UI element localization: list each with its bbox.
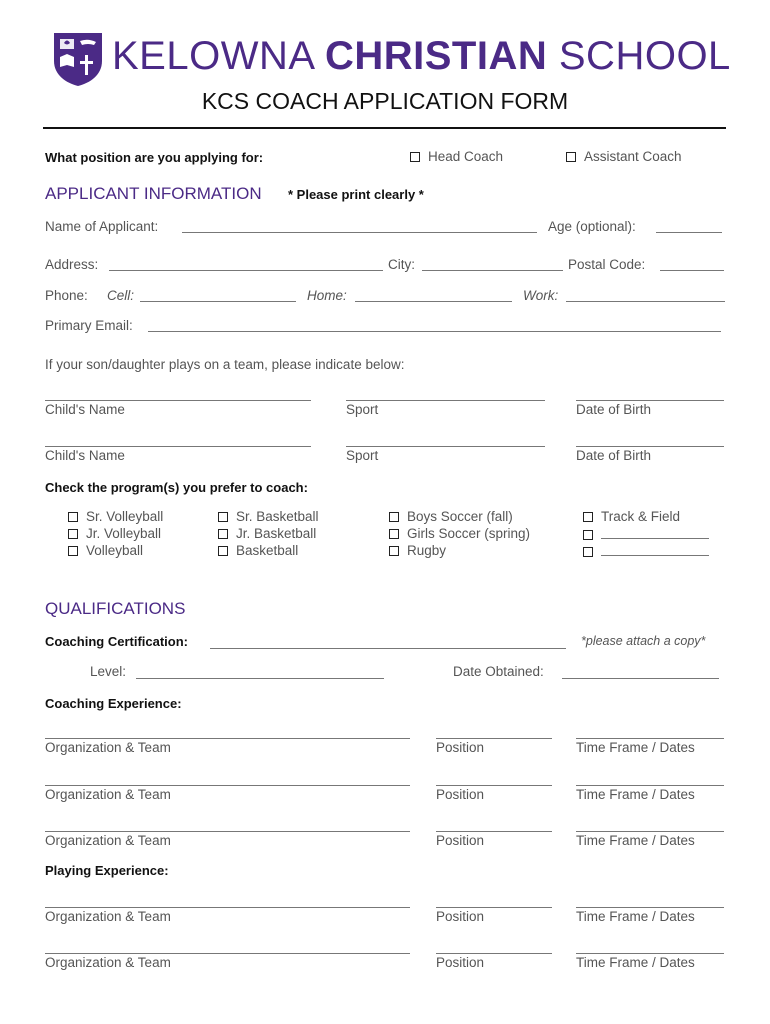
- position-field[interactable]: [436, 831, 552, 832]
- city-label: City:: [388, 257, 415, 272]
- school-name-suffix: SCHOOL: [558, 34, 731, 78]
- work-label: Work:: [523, 288, 559, 303]
- date-obtained-field[interactable]: [562, 678, 719, 679]
- program-label: Boys Soccer (fall): [407, 509, 513, 524]
- position-field[interactable]: [436, 738, 552, 739]
- age-field[interactable]: [656, 232, 722, 233]
- timeframe-field[interactable]: [576, 831, 724, 832]
- head-coach-checkbox[interactable]: [410, 152, 420, 162]
- organization-label: Organization & Team: [45, 787, 171, 802]
- child-name-label: Child's Name: [45, 402, 125, 417]
- organization-field[interactable]: [45, 738, 410, 739]
- assistant-coach-checkbox[interactable]: [566, 152, 576, 162]
- program-checkbox[interactable]: [218, 529, 228, 539]
- program-label: Girls Soccer (spring): [407, 526, 531, 541]
- position-label: Position: [436, 955, 485, 970]
- program-label: Volleyball: [86, 543, 144, 558]
- cell-field[interactable]: [140, 301, 296, 302]
- program-label: Sr. Volleyball: [86, 509, 164, 524]
- assistant-coach-label: Assistant Coach: [584, 149, 682, 164]
- age-label: Age (optional):: [548, 219, 636, 234]
- other-program-field[interactable]: [601, 526, 709, 539]
- certification-label: Coaching Certification:: [45, 634, 189, 649]
- program-checkbox[interactable]: [68, 546, 78, 556]
- organization-field[interactable]: [45, 785, 410, 786]
- applicant-info-heading: APPLICANT INFORMATION: [45, 184, 262, 203]
- organization-field[interactable]: [45, 953, 410, 954]
- coaching-experience-heading: Coaching Experience:: [45, 696, 182, 711]
- program-checkbox[interactable]: [218, 512, 228, 522]
- organization-label: Organization & Team: [45, 955, 171, 970]
- home-field[interactable]: [355, 301, 512, 302]
- child-sport-label: Sport: [346, 402, 379, 417]
- child-dob-field[interactable]: [576, 446, 724, 447]
- programs-prompt: Check the program(s) you prefer to coach:: [45, 480, 308, 495]
- child-sport-label: Sport: [346, 448, 379, 463]
- program-option[interactable]: [218, 509, 319, 524]
- position-field[interactable]: [436, 785, 552, 786]
- timeframe-label: Time Frame / Dates: [576, 955, 695, 970]
- child-sport-field[interactable]: [346, 400, 545, 401]
- program-option[interactable]: [389, 543, 446, 558]
- position-field[interactable]: [436, 907, 552, 908]
- level-field[interactable]: [136, 678, 384, 679]
- other-program-field[interactable]: [601, 543, 709, 556]
- timeframe-field[interactable]: [576, 907, 724, 908]
- position-label: Position: [436, 833, 485, 848]
- child-dob-field[interactable]: [576, 400, 724, 401]
- program-checkbox[interactable]: [68, 512, 78, 522]
- child-dob-label: Date of Birth: [576, 448, 652, 463]
- program-option[interactable]: [68, 509, 163, 524]
- child-name-field[interactable]: [45, 400, 311, 401]
- position-label: Position: [436, 909, 485, 924]
- date-obtained-label: Date Obtained:: [453, 664, 544, 679]
- title-divider: [43, 127, 726, 129]
- program-option-other[interactable]: [583, 526, 709, 542]
- program-option[interactable]: [583, 509, 680, 524]
- program-label: Rugby: [407, 543, 447, 558]
- position-field[interactable]: [436, 953, 552, 954]
- program-option-other[interactable]: [583, 543, 709, 559]
- organization-label: Organization & Team: [45, 909, 171, 924]
- program-checkbox[interactable]: [583, 512, 593, 522]
- email-label: Primary Email:: [45, 318, 133, 333]
- postal-code-field[interactable]: [660, 270, 724, 271]
- program-checkbox[interactable]: [389, 546, 399, 556]
- program-option[interactable]: [218, 526, 316, 541]
- program-checkbox[interactable]: [389, 512, 399, 522]
- form-title: KCS COACH APPLICATION FORM: [201, 88, 569, 114]
- program-label: Jr. Basketball: [236, 526, 317, 541]
- program-label: Sr. Basketball: [236, 509, 319, 524]
- school-name-prefix: KELOWNA: [112, 34, 314, 78]
- organization-field[interactable]: [45, 831, 410, 832]
- timeframe-label: Time Frame / Dates: [576, 833, 695, 848]
- timeframe-field[interactable]: [576, 738, 724, 739]
- address-field[interactable]: [109, 270, 383, 271]
- timeframe-label: Time Frame / Dates: [576, 909, 695, 924]
- attach-copy-note: *please attach a copy*: [581, 634, 706, 648]
- program-option[interactable]: [389, 509, 513, 524]
- child-name-label: Child's Name: [45, 448, 125, 463]
- school-name-bold: CHRISTIAN: [324, 34, 548, 78]
- organization-label: Organization & Team: [45, 740, 171, 755]
- address-label: Address:: [45, 257, 99, 272]
- child-sport-field[interactable]: [346, 446, 545, 447]
- qualifications-heading: QUALIFICATIONS: [45, 599, 186, 618]
- position-question: What position are you applying for:: [45, 150, 264, 165]
- child-dob-label: Date of Birth: [576, 402, 652, 417]
- email-field[interactable]: [148, 331, 721, 332]
- children-prompt: If your son/daughter plays on a team, please indicate below:: [45, 357, 405, 372]
- work-field[interactable]: [566, 301, 725, 302]
- program-checkbox[interactable]: [68, 529, 78, 539]
- program-option[interactable]: [389, 526, 530, 541]
- certification-field[interactable]: [210, 648, 566, 649]
- program-label: Basketball: [236, 543, 299, 558]
- program-checkbox[interactable]: [389, 529, 399, 539]
- program-checkbox[interactable]: [218, 546, 228, 556]
- program-option[interactable]: [218, 543, 298, 558]
- position-label: Position: [436, 787, 485, 802]
- playing-experience-heading: Playing Experience:: [45, 863, 169, 878]
- name-label: Name of Applicant:: [45, 219, 159, 234]
- level-label: Level:: [90, 664, 127, 679]
- program-label: Jr. Volleyball: [86, 526, 162, 541]
- timeframe-field[interactable]: [576, 785, 724, 786]
- position-label: Position: [436, 740, 485, 755]
- home-label: Home:: [307, 288, 347, 303]
- program-label: Track & Field: [601, 509, 681, 524]
- timeframe-field[interactable]: [576, 953, 724, 954]
- head-coach-label: Head Coach: [428, 149, 504, 164]
- program-option[interactable]: [68, 526, 161, 541]
- child-name-field[interactable]: [45, 446, 311, 447]
- head-coach-option[interactable]: [410, 149, 503, 164]
- city-field[interactable]: [422, 270, 563, 271]
- organization-label: Organization & Team: [45, 833, 171, 848]
- phone-label: Phone:: [45, 288, 88, 303]
- print-clearly-note: * Please print clearly *: [288, 187, 424, 202]
- school-name: [112, 34, 731, 78]
- postal-code-label: Postal Code:: [568, 257, 646, 272]
- assistant-coach-option[interactable]: [566, 149, 682, 164]
- timeframe-label: Time Frame / Dates: [576, 740, 695, 755]
- program-checkbox[interactable]: [583, 547, 593, 557]
- cell-label: Cell:: [107, 288, 135, 303]
- timeframe-label: Time Frame / Dates: [576, 787, 695, 802]
- organization-field[interactable]: [45, 907, 410, 908]
- program-option[interactable]: [68, 543, 143, 558]
- name-field[interactable]: [182, 232, 537, 233]
- program-checkbox[interactable]: [583, 530, 593, 540]
- school-crest-logo: [52, 31, 104, 87]
